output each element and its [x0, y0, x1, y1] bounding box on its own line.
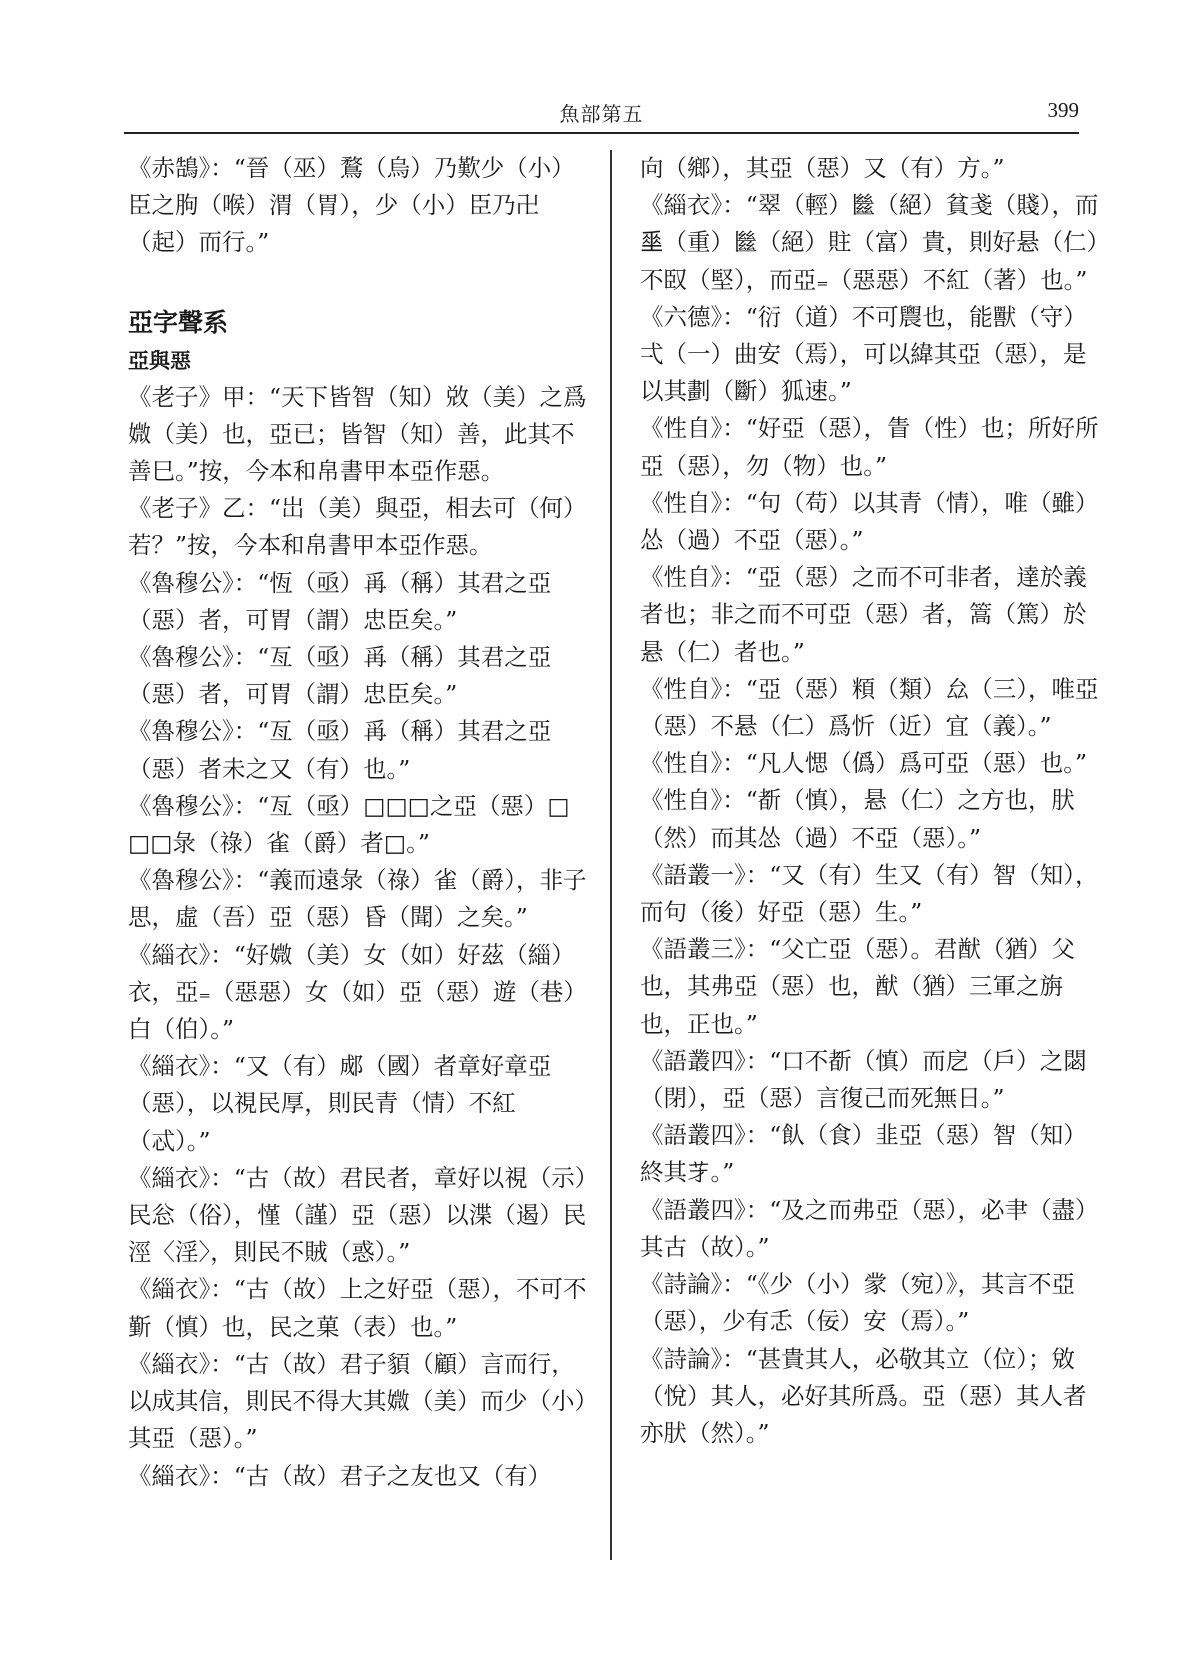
quote-paragraph: 《六德》：“衍（道）不可䢉也，能獸（守）弌（一）曲安（焉），可以緯其亞（惡），是以其劃（斷）狐速。”: [640, 302, 1087, 406]
quote-paragraph: 《魯穆公》：“亙（亟）爯（稱）其君之亞（惡）者未之又（有）也。”: [128, 717, 552, 783]
quote-paragraph: 《魯穆公》：“恆（亟）爯（稱）其君之亞（惡）者，可胃（謂）忠臣矣。”: [128, 568, 552, 634]
quote-paragraph: 《緇衣》：“古（故）君民者，章好以視（示）民忩（俗），慬（謹）亞（惡）以渫（遏）民涇〈淫〉，則民不賊（惑）。”: [128, 1163, 587, 1267]
quote-paragraph: 《語叢四》：“及之而弗亞（惡），必𦘒（盡）其古（故）。”: [640, 1195, 1099, 1261]
quote-paragraph: 《性自》：“亞（惡）之而不可非者，達於義者也；非之而不可亞（惡）者，篙（篤）於悬（仁）者也。”: [640, 563, 1087, 666]
spacer: [128, 262, 588, 299]
quote-paragraph: 《緇衣》：“古（故）君子之友也又（有）: [128, 1461, 552, 1490]
quote-paragraph: 《語叢三》：“父亡亞（惡）。君猷（猶）父也，其弗亞（惡）也，猷（猶）三軍之旃也，正也。”: [640, 935, 1076, 1038]
intro-paragraph: 《赤鵠》：“晉（巫）鶩（烏）乃歎少（小）臣之朐（喉）渭（胃），少（小）臣乃卍（起）而行。”: [128, 154, 575, 257]
quote-paragraph: 《緇衣》：“又（有）郕（國）者章好章亞（惡），以視民厚，則民青（情）不紅（忒）。”: [128, 1052, 552, 1155]
quote-paragraph: 向（鄉），其亞（惡）又（有）方。”: [640, 154, 1005, 182]
quote-paragraph: 《詩論》：“《少（小）䝉（宛）》，其言不亞（惡），少有忎（佞）安（焉）。”: [640, 1270, 1076, 1336]
quote-paragraph: 《緇衣》：“好媺（美）女（如）好茲（緇）衣，亞₌（惡惡）女（如）亞（惡）遊（巷）白（伯）。”: [128, 940, 587, 1044]
right-column: [640, 150, 1100, 1452]
quote-paragraph: 《性自》：“斱（慎），悬（仁）之方也，肰（然）而其怂（過）不亞（惡）。”: [640, 786, 1076, 852]
subsection-title: 亞與惡: [128, 348, 191, 373]
column-divider: [610, 150, 612, 1560]
quote-paragraph: 《魯穆公》：“亙（亟）爯（稱）其君之亞（惡）者，可胃（謂）忠臣矣。”: [128, 643, 552, 709]
quote-paragraph: 《性自》：“亞（惡）頪（類）厽（三），唯亞（惡）不悬（仁）爲忻（近）宜（義）。”: [640, 674, 1099, 741]
quote-paragraph: 《詩論》：“甚貴其人，必敬其立（位）；敓（悅）其人，必好其所爲。亞（惡）其人者亦肰（然）。”: [640, 1344, 1087, 1447]
quote-paragraph: 《語叢四》：“口不斱（慎）而戹（戶）之閟（閉），亞（惡）言復己而死無日。”: [640, 1046, 1087, 1113]
quote-paragraph: 《緇衣》：“古（故）上之好亞（惡），不可不斳（慎）也，民之菓（表）也。”: [128, 1275, 587, 1341]
quote-paragraph: 《語叢四》：“飤（食）韭亞（惡）智（知）終其𦬁。”: [640, 1121, 1087, 1187]
section-title: 亞字聲系: [128, 307, 229, 337]
quote-paragraph: 《語叢一》：“又（有）生又（有）智（知），而句（後）好亞（惡）生。”: [640, 860, 1099, 927]
quote-paragraph: 《緇衣》：“翠（輕）㡭（絕）貧戔（賤），而𡍮（重）㡭（絕）䝬（富）貴，則好悬（仁）不臤（堅），而亞₌（惡惡）不紅（著）也。”: [640, 191, 1099, 294]
quote-paragraph: 《魯穆公》：“亙（亟）□□□之亞（惡）□□□彔（祿）雀（爵）者□。”: [128, 791, 570, 858]
quote-paragraph: 《老子》甲：“天下皆智（知）敚（美）之爲媺（美）也，亞已；皆智（知）善，此其不善巳。”按，今本和帛書甲本亞作惡。: [128, 382, 587, 486]
running-head: 魚部第五: [559, 102, 644, 126]
left-column: [128, 150, 588, 1495]
quote-paragraph: 《性自》：“凡人愢（僞）爲可亞（惡）也。”: [640, 749, 1088, 778]
quote-paragraph: 《老子》乙：“岀（美）與亞，相去可（何）若？”按，今本和帛書甲本亞作惡。: [128, 494, 587, 560]
quote-paragraph: 《性自》：“好亞（惡），眚（性）也；所好所亞（惡），勿（物）也。”: [640, 414, 1099, 480]
quote-paragraph: 《緇衣》：“古（故）君子䫉（顧）言而行，以成其信，則民不得大其媺（美）而少（小）其亞（惡）。”: [128, 1349, 587, 1453]
quote-paragraph: 《性自》：“句（苟）以其青（情），唯（雖）怂（過）不亞（惡）。”: [640, 488, 1099, 555]
page-header: [124, 92, 1079, 134]
quote-paragraph: 《魯穆公》：“義而遠彔（祿）雀（爵），非子思，虛（吾）亞（惡）昏（聞）之矣。”: [128, 866, 587, 932]
page-number: 399: [1047, 98, 1079, 122]
